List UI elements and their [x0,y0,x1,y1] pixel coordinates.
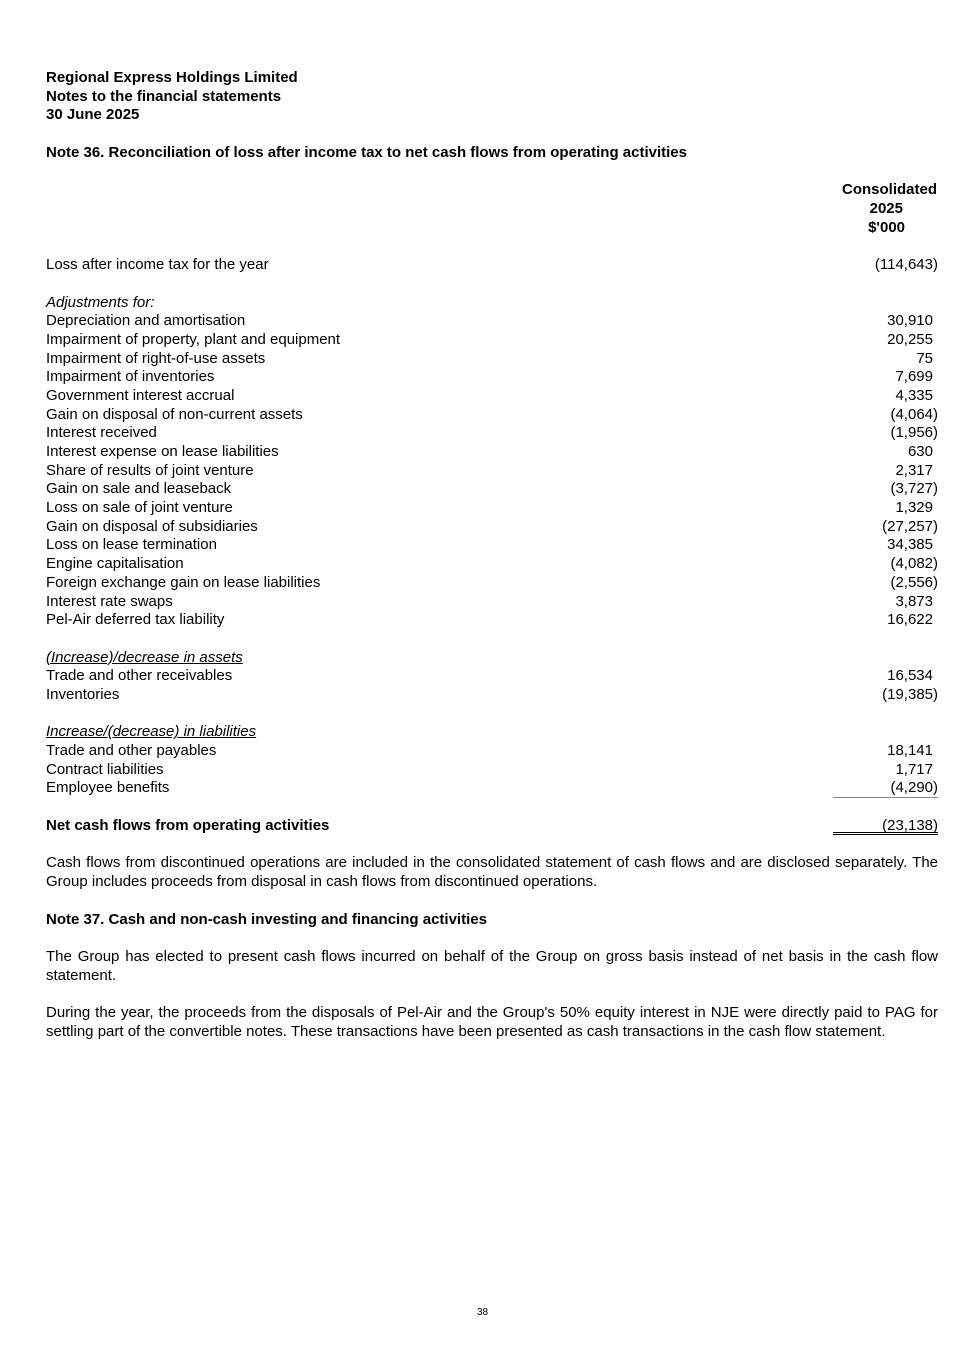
assets-heading [46,649,938,668]
report-date: 30 June 2025 [46,106,140,124]
adjustments-heading [46,294,938,313]
section-heading: Increase/(decrease) in liabilities [46,723,257,741]
row-label: Depreciation and amortisation [46,312,246,330]
row-value: 1,717 [895,760,933,778]
row-value: 4,335 [895,386,933,404]
row-value: 18,141 [887,742,933,760]
adjustments-rows [46,312,938,630]
row-label: Government interest accrual [46,386,235,404]
note-37-title: Note 37. Cash and non-cash investing and financing activities [46,910,487,928]
row-label: Pel-Air deferred tax liability [46,611,225,629]
row-label: Loss after income tax for the year [46,256,269,274]
row-label: Interest expense on lease liabilities [46,443,279,461]
note-36-title: Note 36. Reconciliation of loss after income tax to net cash flows from operating activities [46,143,687,161]
row-label: Impairment of right-of-use assets [46,349,266,367]
row-value: (4,290) [833,779,938,798]
note-37-paragraph-1: The Group has elected to present cash flows incurred on behalf of the Group on gross basis instead of net basis in the cash flow statement. [46,948,938,984]
row-value: 30,910 [887,312,933,330]
column-header [46,181,938,237]
row-value: 630 [907,443,933,461]
document-subtitle: Notes to the financial statements [46,87,282,105]
row-value: (27,257) [882,517,938,535]
column-header-unit: $'000 [868,218,905,236]
page-number: 38 [476,1307,489,1318]
liabilities-rows [46,742,938,798]
row-label: Impairment of property, plant and equipment [46,330,341,348]
document-page [46,69,938,1042]
reconciliation-table [46,256,938,835]
row-label: Employee benefits [46,779,170,797]
table-row [46,611,938,630]
note-37-paragraph-2: During the year, the proceeds from the disposals of Pel-Air and the Group's 50% equity interest in NJE were directly paid to PAG for settling part of the convertible notes. These transactions have been presented as cash transactions in the cash flow statement. [46,1004,938,1041]
table-row [46,387,938,406]
table-row [46,518,938,537]
row-value: (1,956) [890,424,938,442]
row-label: Impairment of inventories [46,368,215,386]
table-row [46,761,938,780]
row-value: (2,556) [890,573,938,591]
table-row [46,424,938,443]
table-row [46,593,938,612]
row-label: Loss on sale of joint venture [46,499,233,517]
row-label: Share of results of joint venture [46,461,254,479]
row-value: 34,385 [887,536,933,554]
table-row [46,480,938,499]
table-row-total [46,817,938,836]
table-row [46,555,938,574]
section-heading: Adjustments for: [46,293,155,311]
row-value: (4,082) [890,555,938,573]
row-label: Gain on disposal of subsidiaries [46,517,258,535]
table-row [46,499,938,518]
row-value: 75 [916,349,933,367]
table-row [46,574,938,593]
row-value: (4,064) [890,405,938,423]
column-header-consolidated: Consolidated [841,181,937,199]
table-row [46,331,938,350]
row-label: Interest rate swaps [46,592,173,610]
table-row [46,462,938,481]
row-value: 1,329 [895,499,933,517]
row-label: Trade and other payables [46,742,217,760]
row-label: Inventories [46,685,120,703]
row-label: Gain on disposal of non-current assets [46,405,303,423]
company-name: Regional Express Holdings Limited [46,69,298,86]
liabilities-heading [46,723,938,742]
row-label: Interest received [46,424,157,442]
row-value: (23,138) [833,817,938,836]
table-row [46,536,938,555]
row-value: 16,534 [887,667,933,685]
table-row [46,443,938,462]
table-row [46,686,938,705]
row-value: (19,385) [882,685,938,703]
table-row [46,312,938,331]
row-value: 3,873 [895,592,933,610]
row-label: Engine capitalisation [46,555,184,573]
table-row [46,350,938,369]
section-heading: (Increase)/decrease in assets [46,648,243,666]
row-value: (114,643) [874,256,938,274]
row-label: Foreign exchange gain on lease liabilities [46,573,321,591]
note-36-paragraph: Cash flows from discontinued operations are included in the consolidated statement of cash flows and are disclosed separately. The Group includes proceeds from disposal in cash flows from discontinued operations. [46,854,938,891]
row-value: (3,727) [890,480,938,498]
table-row [46,406,938,425]
row-value: 7,699 [895,368,933,386]
table-row [46,742,938,761]
row-label: Gain on sale and leaseback [46,480,232,498]
row-label: Trade and other receivables [46,667,233,685]
table-row-loss [46,256,938,275]
table-row [46,667,938,686]
row-value: 16,622 [887,611,933,629]
row-value: 20,255 [887,330,933,348]
assets-rows [46,667,938,704]
table-row [46,779,938,798]
row-label: Loss on lease termination [46,536,217,554]
column-header-year: 2025 [869,199,903,217]
row-label: Net cash flows from operating activities [46,816,330,834]
row-value: 2,317 [895,461,933,479]
table-row [46,368,938,387]
row-label: Contract liabilities [46,760,164,778]
